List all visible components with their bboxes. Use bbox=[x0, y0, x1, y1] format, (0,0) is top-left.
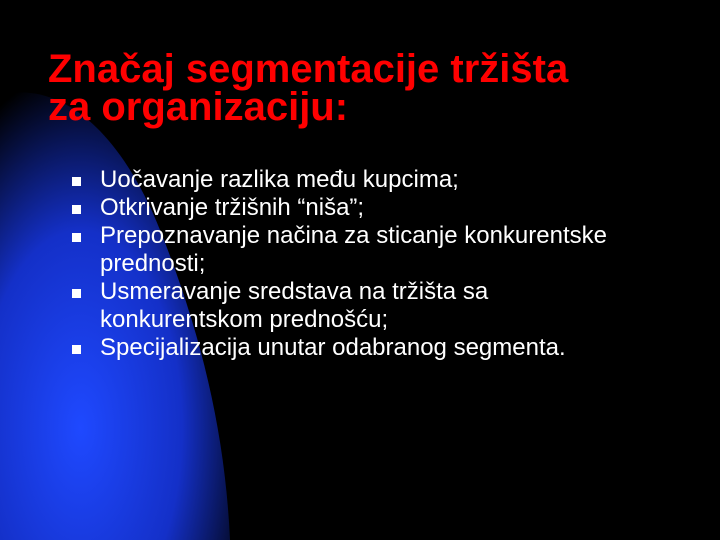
square-bullet-icon bbox=[72, 233, 81, 242]
bullet-text: Specijalizacija unutar odabranog segmenta. bbox=[100, 334, 566, 361]
title-line-1: Značaj segmentacije tržišta bbox=[48, 47, 569, 91]
square-bullet-icon bbox=[72, 345, 81, 354]
title-line-2: za organizaciju: bbox=[48, 85, 349, 129]
bullet-text: Otkrivanje tržišnih “niša”; bbox=[100, 194, 365, 221]
bullet-item bbox=[72, 222, 712, 278]
bullet-list bbox=[72, 166, 712, 362]
slide-title bbox=[48, 47, 708, 129]
bullet-item bbox=[72, 194, 712, 222]
bullet-item bbox=[72, 334, 712, 362]
bullet-text-continued: prednosti; bbox=[100, 250, 206, 277]
bullet-text: Usmeravanje sredstava na tržišta sa bbox=[100, 278, 489, 305]
bullet-item bbox=[72, 278, 712, 334]
bullet-text-continued: konkurentskom prednošću; bbox=[100, 306, 389, 333]
square-bullet-icon bbox=[72, 205, 81, 214]
bullet-item bbox=[72, 166, 712, 194]
bullet-text: Prepoznavanje načina za sticanje konkurentske bbox=[100, 222, 607, 249]
bullet-text: Uočavanje razlika među kupcima; bbox=[100, 166, 459, 193]
square-bullet-icon bbox=[72, 177, 81, 186]
square-bullet-icon bbox=[72, 289, 81, 298]
